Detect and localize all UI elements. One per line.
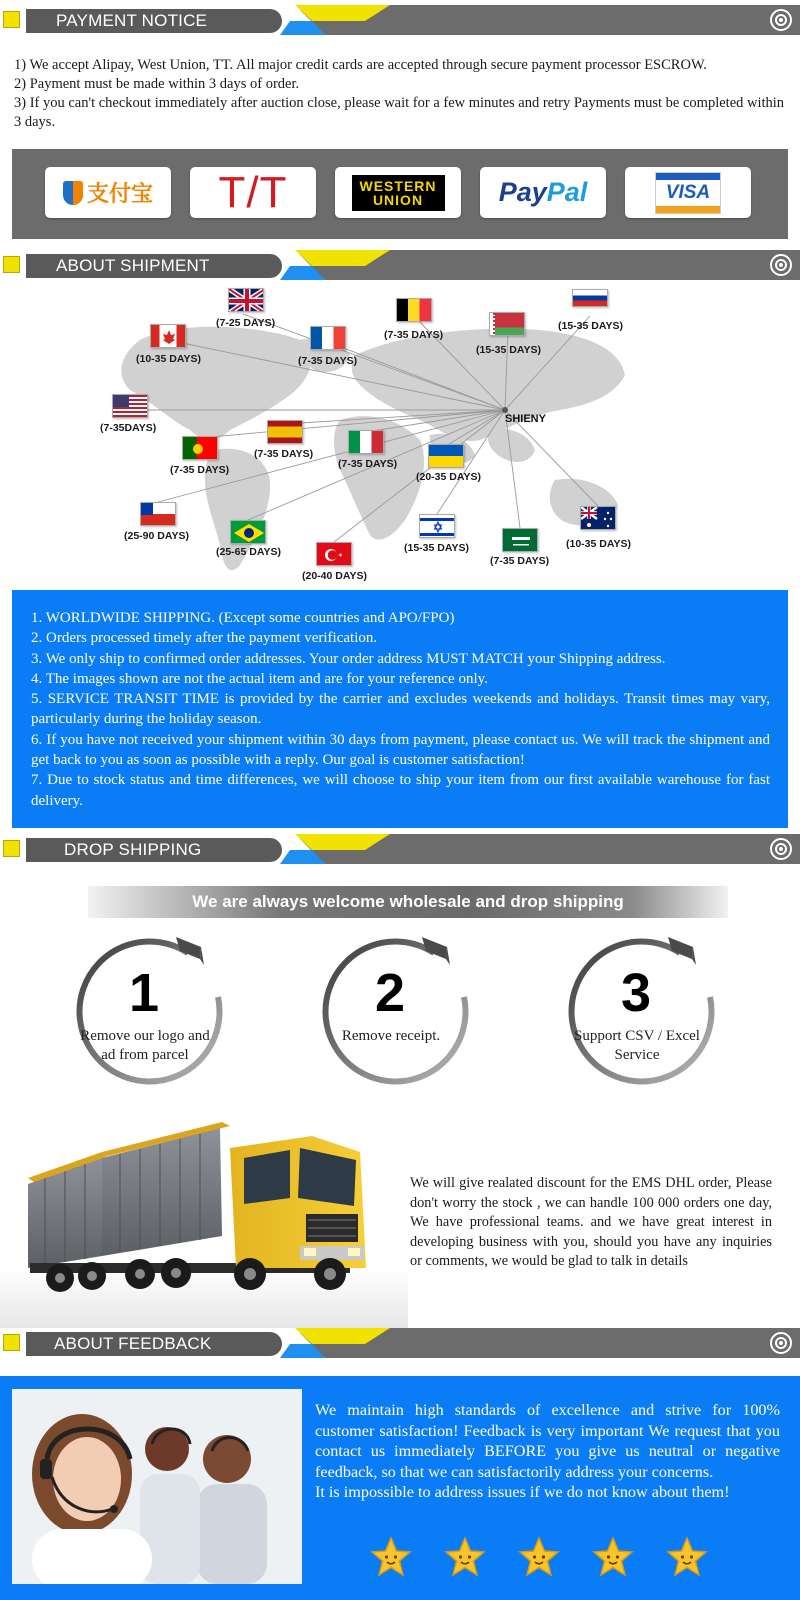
drop-step-2 bbox=[314, 935, 474, 1100]
transit-days-label: (7-35 DAYS) bbox=[254, 448, 314, 460]
section-header-feedback bbox=[0, 1328, 800, 1358]
transit-days-label: (10-35 DAYS) bbox=[566, 538, 631, 550]
yellow-square-icon bbox=[3, 11, 20, 28]
paypal-logo-text-b: Pal bbox=[546, 177, 588, 207]
shipping-policy-item: 7. Due to stock status and time differences, we will choose to ship your item from our first available warehouse for fast delivery. bbox=[31, 772, 770, 809]
belarus-flag-icon bbox=[489, 312, 525, 336]
france-flag-icon bbox=[310, 326, 346, 350]
turkey-flag-icon bbox=[316, 542, 352, 566]
hub-label: SHIENY bbox=[505, 413, 546, 425]
australia-flag-icon bbox=[580, 506, 616, 530]
target-icon bbox=[770, 838, 792, 860]
transit-days-label: (25-65 DAYS) bbox=[216, 546, 281, 558]
transit-days-label: (7-35 DAYS) bbox=[170, 464, 230, 476]
transit-days-label: (7-25 DAYS) bbox=[216, 317, 276, 329]
transit-days-label: (7-35 DAYS) bbox=[490, 555, 550, 567]
drop-step-3 bbox=[560, 935, 720, 1100]
tt-logo-text: T/T bbox=[218, 167, 288, 217]
russia-flag-icon bbox=[572, 289, 608, 307]
belgium-flag-icon bbox=[396, 298, 432, 322]
feedback-paragraph: It is impossible to address issues if we do not know about them! bbox=[315, 1483, 730, 1501]
section-title: ABOUT FEEDBACK bbox=[54, 1334, 212, 1353]
target-icon bbox=[770, 1332, 792, 1354]
transit-days-label: (15-35 DAYS) bbox=[558, 320, 623, 332]
shipping-policy-item: 2. Orders processed timely after the payment verification. bbox=[31, 630, 378, 647]
transit-days-label: (7-35DAYS) bbox=[100, 422, 157, 434]
canada-flag-icon bbox=[150, 324, 186, 348]
payment-notice-line: 1) We accept Alipay, West Union, TT. All major credit cards are accepted through secure payment processor ESCROW. bbox=[14, 57, 707, 73]
transit-days-label: (7-35 DAYS) bbox=[298, 355, 358, 367]
ukraine-flag-icon bbox=[428, 444, 464, 468]
section-header-drop-shipping bbox=[0, 834, 800, 864]
step-text: Remove receipt. bbox=[341, 1028, 441, 1044]
drop-step-1 bbox=[68, 935, 228, 1100]
step-number: 3 bbox=[620, 963, 652, 1023]
transit-days-label: (7-35 DAYS) bbox=[338, 458, 398, 470]
chile-flag-icon bbox=[140, 502, 176, 526]
transit-days-label: (15-35 DAYS) bbox=[404, 542, 469, 554]
world-map-graphic bbox=[0, 280, 800, 590]
truck-image bbox=[0, 1118, 408, 1328]
uk-flag-icon bbox=[228, 288, 264, 312]
shipping-policy-item: 4. The images shown are not the actual item and are for your reference only. bbox=[31, 670, 488, 687]
step-number: 2 bbox=[374, 963, 406, 1023]
saudi-arabia-flag-icon bbox=[502, 528, 538, 552]
payment-notice-line: 3) If you can't checkout immediately after auction close, please wait for a few minutes and retry Payments must be completed within 3 days. bbox=[14, 95, 785, 130]
alipay-shield-icon bbox=[63, 181, 83, 205]
wholesale-banner: We are always welcome wholesale and drop shipping bbox=[88, 886, 728, 918]
shipping-world-map bbox=[0, 280, 800, 590]
payment-notice-text bbox=[14, 56, 790, 132]
star-icon bbox=[666, 1536, 708, 1578]
brazil-flag-icon bbox=[230, 520, 266, 544]
payment-methods-band bbox=[12, 149, 788, 239]
star-icon bbox=[370, 1536, 412, 1578]
section-title: PAYMENT NOTICE bbox=[56, 11, 208, 30]
star-icon bbox=[444, 1536, 486, 1578]
rating-stars bbox=[370, 1536, 730, 1580]
target-icon bbox=[770, 254, 792, 276]
shipping-policy-item: 1. WORLDWIDE SHIPPING. (Except some countries and APO/FPO) bbox=[31, 610, 455, 626]
target-icon bbox=[770, 9, 792, 31]
israel-flag-icon bbox=[419, 514, 455, 538]
section-title: DROP SHIPPING bbox=[64, 840, 202, 859]
feedback-text bbox=[315, 1400, 780, 1503]
yellow-square-icon bbox=[3, 840, 20, 857]
step-text: Support CSV / Excel Service bbox=[574, 1028, 700, 1063]
western-union-logo bbox=[335, 167, 461, 218]
feedback-paragraph: We maintain high standards of excellence and strive for 100% customer satisfaction! Feedback is very important We request that you contact us immediately BEFORE you give us neutral or negative feedback, so that we can satisfactorily address your concerns. bbox=[315, 1401, 780, 1481]
transit-days-label: (7-35 DAYS) bbox=[384, 329, 444, 341]
paypal-logo bbox=[480, 167, 606, 218]
step-text: Remove our logo and ad from parcel bbox=[80, 1028, 210, 1063]
alipay-logo bbox=[45, 167, 171, 218]
payment-notice-line: 2) Payment must be made within 3 days of order. bbox=[14, 76, 300, 92]
spain-flag-icon bbox=[267, 420, 303, 444]
star-icon bbox=[518, 1536, 560, 1578]
feedback-box bbox=[0, 1376, 800, 1600]
tt-logo bbox=[190, 167, 316, 218]
paypal-logo-text-a: Pay bbox=[498, 177, 547, 207]
transit-days-label: (25-90 DAYS) bbox=[124, 530, 189, 542]
shipping-policy-item: 6. If you have not received your shipment within 30 days from payment, please contact us. We will track the shipment and get back to you as soon as possible with a reply. Our goal is customer satisfaction! bbox=[31, 731, 770, 769]
wholesale-description: We will give realated discount for the EMS DHL order, Please don't worry the stock , we can handle 100 000 orders one day, We have professional teams. and we have great interest in developing business with you, should you have any inquiries or comments, we would be glad to talk in details bbox=[410, 1175, 772, 1269]
section-header-payment bbox=[0, 5, 800, 35]
transit-days-label: (15-35 DAYS) bbox=[476, 344, 541, 356]
yellow-square-icon bbox=[3, 1334, 20, 1351]
shipping-policy-item: 5. SERVICE TRANSIT TIME is provided by the carrier and excludes weekends and holidays. Transit times may vary, particularly during the holiday season. bbox=[31, 691, 770, 728]
western-union-line2: UNION bbox=[372, 191, 424, 208]
portugal-flag-icon bbox=[182, 436, 218, 460]
star-icon bbox=[592, 1536, 634, 1578]
shipping-policy-item: 3. We only ship to confirmed order addresses. Your order address MUST MATCH your Shipping address. bbox=[31, 650, 666, 667]
transit-days-label: (20-40 DAYS) bbox=[302, 570, 367, 582]
shipping-policy-box bbox=[12, 590, 788, 828]
visa-logo-text: VISA bbox=[665, 181, 711, 203]
italy-flag-icon bbox=[348, 430, 384, 454]
step-number: 1 bbox=[128, 963, 160, 1023]
section-header-shipment bbox=[0, 250, 800, 280]
western-union-line1: WESTERN bbox=[359, 177, 437, 194]
visa-logo bbox=[625, 167, 751, 218]
transit-days-label: (10-35 DAYS) bbox=[136, 353, 201, 365]
alipay-logo-text: 支付宝 bbox=[86, 182, 153, 207]
section-title: ABOUT SHIPMENT bbox=[56, 256, 210, 275]
yellow-square-icon bbox=[3, 256, 20, 273]
usa-flag-icon bbox=[112, 394, 148, 418]
support-team-photo bbox=[12, 1389, 302, 1584]
transit-days-label: (20-35 DAYS) bbox=[416, 471, 481, 483]
